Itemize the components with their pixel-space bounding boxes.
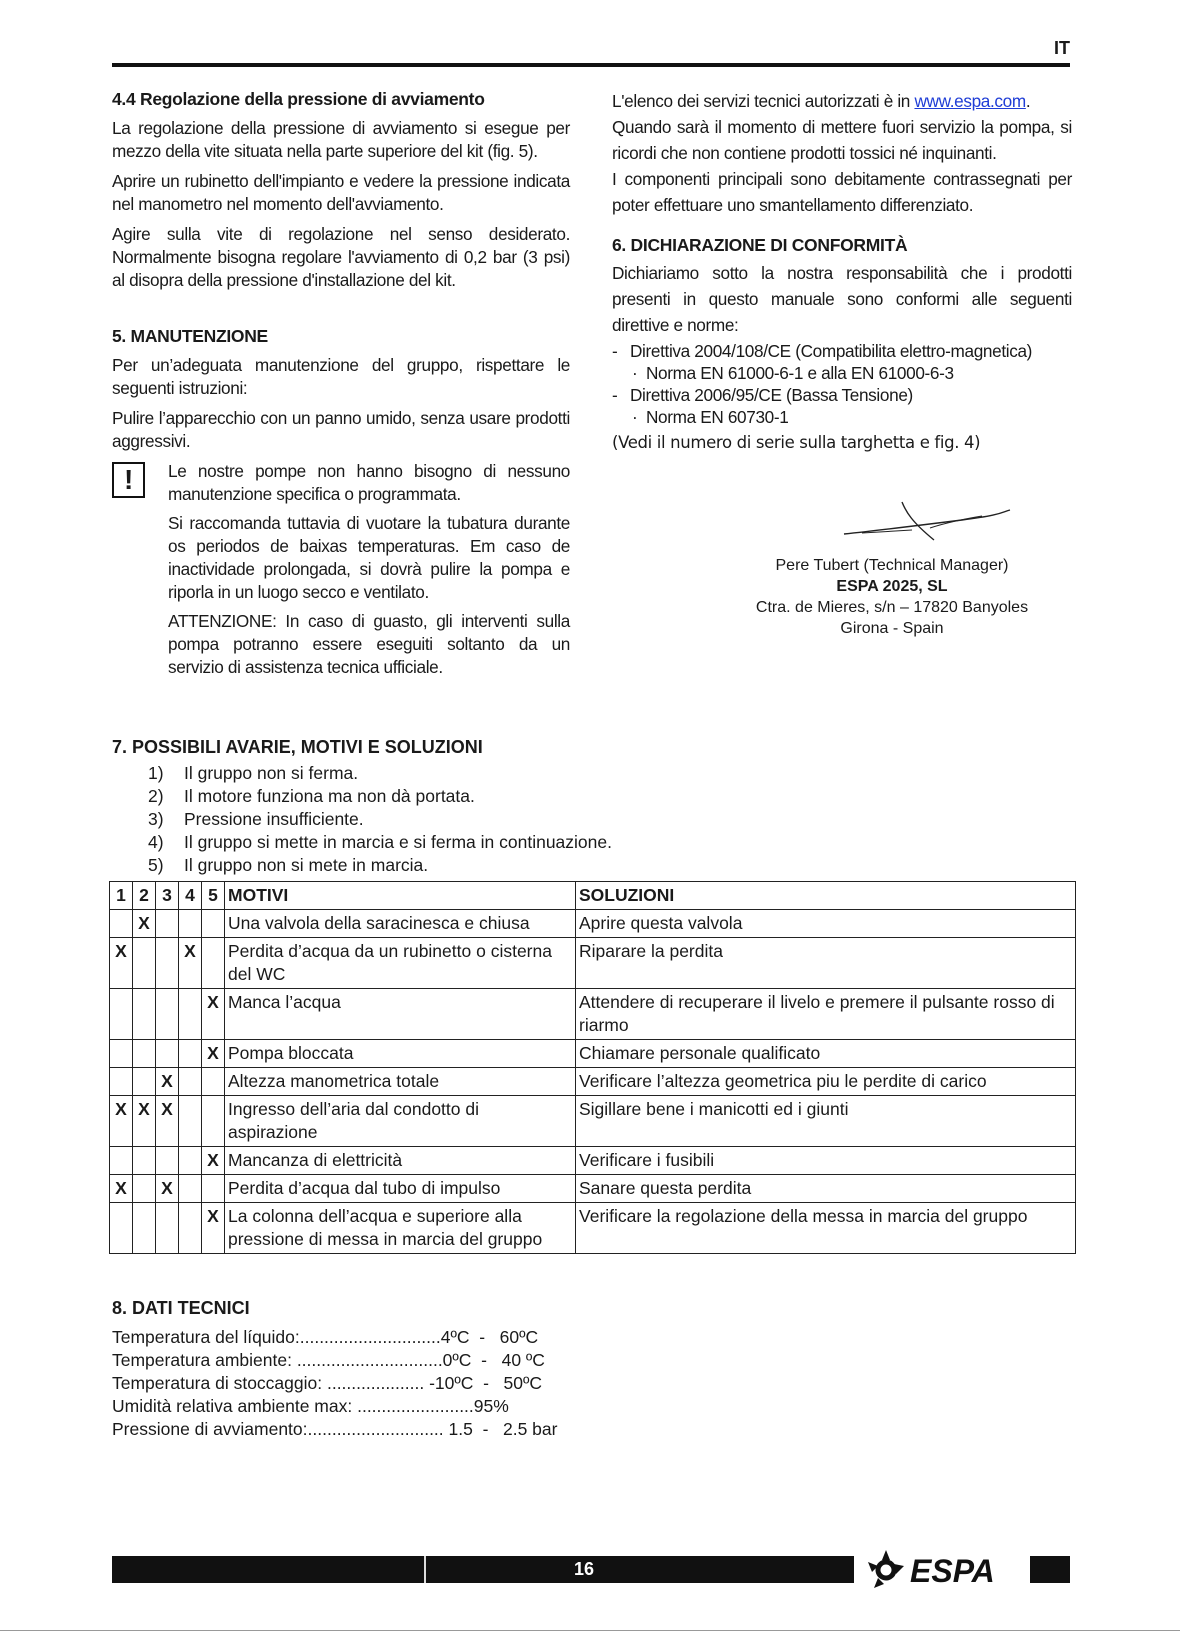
fault-number: 2) xyxy=(148,786,164,806)
soluzione-cell: Riparare la perdita xyxy=(576,938,1076,989)
mark-cell xyxy=(110,910,133,938)
fault-text: Il motore funziona ma non dà portata. xyxy=(184,786,475,806)
header-cell: MOTIVI xyxy=(225,882,576,910)
mark-cell: X xyxy=(202,1203,225,1254)
espa-logo xyxy=(866,1548,1026,1592)
soluzione-cell: Aprire questa valvola xyxy=(576,910,1076,938)
signatory-block xyxy=(712,555,1072,639)
soluzione-cell: Sanare questa perdita xyxy=(576,1175,1076,1203)
mark-cell: X xyxy=(156,1068,179,1096)
company-name: ESPA 2025, SL xyxy=(836,578,948,595)
page-bottom-line xyxy=(0,1630,1180,1631)
table-row xyxy=(110,910,1076,938)
mark-cell: X xyxy=(133,1096,156,1147)
section-5-title: 5. MANUTENZIONE xyxy=(112,326,268,346)
motivo-cell: Una valvola della saracinesca e chiusa xyxy=(225,910,576,938)
section-8-title: 8. DATI TECNICI xyxy=(112,1298,250,1318)
mark-cell: X xyxy=(133,910,156,938)
mark-cell xyxy=(133,1147,156,1175)
tech-line: Temperatura del líquido:.............................4ºC - 60ºC xyxy=(112,1327,539,1347)
mark-cell xyxy=(202,1068,225,1096)
mark-cell xyxy=(202,938,225,989)
warning-paragraph: Le nostre pompe non hanno bisogno di nessuno manutenzione specifica o programmata. xyxy=(168,461,570,504)
fault-item xyxy=(148,854,1072,877)
language-code: IT xyxy=(1054,38,1070,58)
mark-cell xyxy=(156,989,179,1040)
motivo-cell: Perdita d’acqua da un rubinetto o cisterna del WC xyxy=(225,938,576,989)
section-4-4-paragraph: Aprire un rubinetto dell'impianto e vedere la pressione indicata nel manometro nel momento dell'avviamento. xyxy=(112,171,570,214)
mark-cell xyxy=(202,910,225,938)
mark-cell xyxy=(133,1175,156,1203)
mark-cell: X xyxy=(110,1175,133,1203)
espa-logo-wordmark: ESPA xyxy=(910,1553,995,1589)
header-cell: SOLUZIONI xyxy=(576,882,1076,910)
fault-text: Il gruppo non si ferma. xyxy=(184,763,359,783)
motivo-cell: Ingresso dell’aria dal condotto di aspirazione xyxy=(225,1096,576,1147)
fault-item xyxy=(148,785,1072,808)
directive-item xyxy=(612,384,1072,406)
directive-text: Direttiva 2006/95/CE (Bassa Tensione) xyxy=(630,385,913,405)
warning-paragraph: Si raccomanda tuttavia di vuotare la tubatura durante os periodos de baixas temperaturas. Em caso de inactividade prolongada, si dovrà pulire la pompa e riporla in un luogo secco e ventilato. xyxy=(168,513,570,602)
fault-item xyxy=(148,762,1072,785)
header-cell: 1 xyxy=(110,882,133,910)
troubleshooting-table xyxy=(109,881,1076,1254)
mark-cell xyxy=(179,1096,202,1147)
directive-item xyxy=(612,340,1072,362)
mark-cell: X xyxy=(202,1040,225,1068)
soluzione-cell: Sigillare bene i manicotti ed i giunti xyxy=(576,1096,1076,1147)
fault-text: Pressione insufficiente. xyxy=(184,809,364,829)
mark-cell xyxy=(179,989,202,1040)
top-rule xyxy=(112,63,1070,67)
header-cell: 5 xyxy=(202,882,225,910)
soluzione-cell: Attendere di recuperare il livelo e premere il pulsante rosso di riarmo xyxy=(576,989,1076,1040)
mark-cell xyxy=(133,1040,156,1068)
motivo-cell: Mancanza di elettricità xyxy=(225,1147,576,1175)
serial-note: (Vedi il numero di serie sulla targhetta e fig. 4) xyxy=(612,433,981,452)
norm-item xyxy=(612,362,1072,384)
mark-cell xyxy=(110,1203,133,1254)
company-address: Ctra. de Mieres, s/n – 17820 Banyoles xyxy=(755,599,1029,616)
soluzione-cell: Verificare l’altezza geometrica piu le perdite di carico xyxy=(576,1068,1076,1096)
fault-text: Il gruppo si mette in marcia e si ferma in continuazione. xyxy=(184,832,612,852)
disposal-paragraph: Quando sarà il momento di mettere fuori servizio la pompa, si ricordi che non contiene prodotti tossici né inquinanti. xyxy=(612,117,1072,163)
mark-cell: X xyxy=(156,1096,179,1147)
service-text: L'elenco dei servizi tecnici autorizzati è in xyxy=(612,91,915,111)
company-city: Girona - Spain xyxy=(840,620,944,637)
table-header-row xyxy=(110,882,1076,910)
list-marker: - xyxy=(612,341,618,361)
handwritten-signature xyxy=(842,500,1012,545)
soluzione-cell: Verificare i fusibili xyxy=(576,1147,1076,1175)
table-row xyxy=(110,1175,1076,1203)
mark-cell xyxy=(133,1068,156,1096)
section-6-intro: Dichiariamo sotto la nostra responsabilità che i prodotti presenti in questo manuale sono conformi alle seguenti direttive e norme: xyxy=(612,263,1072,335)
norm-text: Norma EN 60730-1 xyxy=(646,407,789,427)
warning-icon: ! xyxy=(112,462,145,498)
mark-cell xyxy=(179,1147,202,1175)
mark-cell xyxy=(133,1203,156,1254)
mark-cell xyxy=(202,1175,225,1203)
table-row xyxy=(110,989,1076,1040)
section-4-4-title: 4.4 Regolazione della pressione di avviamento xyxy=(112,89,485,109)
service-text-end: . xyxy=(1025,91,1031,111)
fault-text: Il gruppo non si mete in marcia. xyxy=(184,855,429,875)
directive-text: Direttiva 2004/108/CE (Compatibilita elettro-magnetica) xyxy=(630,341,1033,361)
mark-cell: X xyxy=(202,989,225,1040)
mark-cell xyxy=(156,1203,179,1254)
section-4-4-paragraph: La regolazione della pressione di avviamento si esegue per mezzo della vite situata nella parte superiore del kit (fig. 5). xyxy=(112,118,570,161)
left-column xyxy=(112,88,570,685)
faults-list xyxy=(148,762,1072,877)
table-row xyxy=(110,1203,1076,1254)
norm-text: Norma EN 61000-6-1 e alla EN 61000-6-3 xyxy=(646,363,954,383)
section-5-paragraph: Pulire l’apparecchio con un panno umido, senza usare prodotti aggressivi. xyxy=(112,408,570,451)
mark-cell xyxy=(179,1068,202,1096)
section-7 xyxy=(112,737,1072,877)
page-number: 16 xyxy=(573,1559,595,1579)
list-marker: · xyxy=(632,363,638,383)
mark-cell xyxy=(110,1040,133,1068)
mark-cell xyxy=(110,989,133,1040)
mark-cell xyxy=(179,1040,202,1068)
fault-number: 4) xyxy=(148,832,164,852)
table-row xyxy=(110,938,1076,989)
warning-paragraph: ATTENZIONE: In caso di guasto, gli interventi sulla pompa potranno essere eseguiti soltanto da un servizio di assistenza tecnica ufficiale. xyxy=(168,611,570,677)
espa-website-link[interactable]: www.espa.com xyxy=(914,91,1026,111)
footer-tab xyxy=(1030,1556,1070,1583)
right-column xyxy=(612,88,1072,456)
fault-item xyxy=(148,831,1072,854)
tech-line: Temperatura di stoccaggio: .................... -10ºC - 50ºC xyxy=(112,1373,543,1393)
mark-cell xyxy=(156,938,179,989)
table-row xyxy=(110,1040,1076,1068)
espa-logo-icon xyxy=(868,1550,904,1588)
fault-item xyxy=(148,808,1072,831)
motivo-cell: Perdita d’acqua dal tubo di impulso xyxy=(225,1175,576,1203)
header-cell: 3 xyxy=(156,882,179,910)
mark-cell xyxy=(156,1040,179,1068)
signatory-name: Pere Tubert (Technical Manager) xyxy=(775,557,1009,574)
header-cell: 4 xyxy=(179,882,202,910)
mark-cell xyxy=(133,989,156,1040)
section-5-paragraph: Per un’adeguata manutenzione del gruppo, rispettare le seguenti istruzioni: xyxy=(112,355,570,398)
mark-cell xyxy=(133,938,156,989)
mark-cell xyxy=(179,1175,202,1203)
mark-cell xyxy=(179,910,202,938)
table-row xyxy=(110,1147,1076,1175)
mark-cell xyxy=(179,1203,202,1254)
mark-cell: X xyxy=(202,1147,225,1175)
section-8 xyxy=(112,1297,812,1441)
list-marker: · xyxy=(632,407,638,427)
list-marker: - xyxy=(612,385,618,405)
mark-cell: X xyxy=(110,938,133,989)
soluzione-cell: Verificare la regolazione della messa in marcia del gruppo xyxy=(576,1203,1076,1254)
tech-line: Pressione di avviamento:............................ 1.5 - 2.5 bar xyxy=(112,1419,558,1439)
header-cell: 2 xyxy=(133,882,156,910)
tech-line: Temperatura ambiente: ..............................0ºC - 40 ºC xyxy=(112,1350,545,1370)
mark-cell: X xyxy=(110,1096,133,1147)
mark-cell xyxy=(110,1068,133,1096)
mark-cell: X xyxy=(179,938,202,989)
fault-number: 1) xyxy=(148,763,164,783)
warning-block xyxy=(112,460,570,679)
components-paragraph: I componenti principali sono debitamente contrassegnati per poter effettuare uno smantellamento differenziato. xyxy=(612,169,1072,215)
motivo-cell: Pompa bloccata xyxy=(225,1040,576,1068)
mark-cell xyxy=(202,1096,225,1147)
table-row xyxy=(110,1096,1076,1147)
soluzione-cell: Chiamare personale qualificato xyxy=(576,1040,1076,1068)
section-4-4-paragraph: Agire sulla vite di regolazione nel senso desiderato. Normalmente bisogna regolare l'avviamento di 0,2 bar (3 psi) al disopra della pressione d'installazione del kit. xyxy=(112,224,570,290)
directives-list xyxy=(612,340,1072,428)
section-7-title: 7. POSSIBILI AVARIE, MOTIVI E SOLUZIONI xyxy=(112,737,483,757)
mark-cell xyxy=(156,910,179,938)
tech-line: Umidità relativa ambiente max: ........................95% xyxy=(112,1396,509,1416)
motivo-cell: Manca l’acqua xyxy=(225,989,576,1040)
fault-number: 5) xyxy=(148,855,164,875)
table-body xyxy=(110,910,1076,1254)
mark-cell xyxy=(156,1147,179,1175)
norm-item xyxy=(612,406,1072,428)
mark-cell xyxy=(110,1147,133,1175)
mark-cell: X xyxy=(156,1175,179,1203)
section-6-title: 6. DICHIARAZIONE DI CONFORMITÀ xyxy=(612,235,908,255)
fault-number: 3) xyxy=(148,809,164,829)
table-row xyxy=(110,1068,1076,1096)
motivo-cell: Altezza manometrica totale xyxy=(225,1068,576,1096)
service-paragraph xyxy=(612,88,1072,114)
motivo-cell: La colonna dell’acqua e superiore alla pressione di messa in marcia del gruppo xyxy=(225,1203,576,1254)
